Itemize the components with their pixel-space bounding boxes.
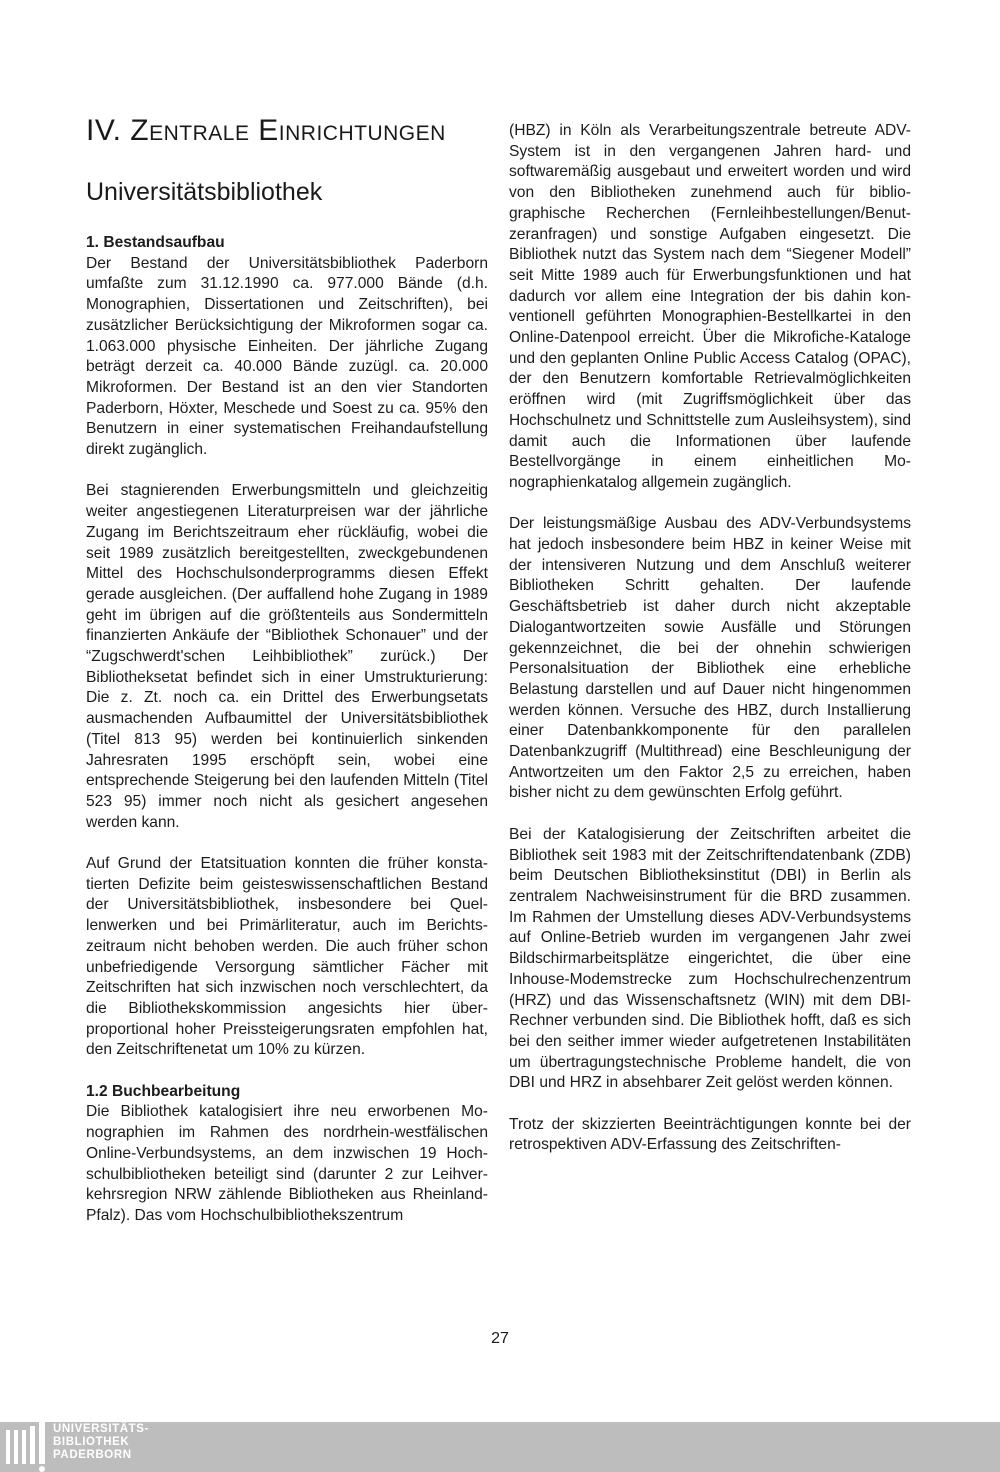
- heading-buchbearbeitung: 1.2 Buchbearbeitung: [86, 1082, 241, 1100]
- logo-line: BIBLIOTHEK: [53, 1436, 130, 1448]
- library-footer-banner: [0, 1422, 1000, 1472]
- paragraph: Auf Grund der Etatsituation konnten die früher konstatierten Defizite beim geisteswissenschaftlichen Bestand der Universitätsbibliothek, insbesondere bei Quellenwerken und bei Primärliteratur, auch im Berichtszeitraum nicht behoben werden. Die auch früher schon unbefriedigende Versorgung sämtlicher Fächer mit Zeitschriften hat sich inzwischen noch verschlechtert, da die Bibliothekskommission angesichts hier überproportional hoher Preissteigerungsraten empfohlen hat, den Zeitschriftenetat um 10% zu kürzen.: [86, 855, 488, 1059]
- section-title: Universitätsbibliothek: [86, 178, 323, 206]
- left-column: [86, 233, 488, 1227]
- heading-bestandsaufbau: 1. Bestandsaufbau: [86, 234, 225, 251]
- paragraph: Bei stagnierenden Erwerbungsmitteln und gleichzeitig weiter angestiegenen Literaturpreisen war der jährliche Zugang im Berichtszeitraum eher rückläufig, wobei die seit 1989 zusätzlich bereitgestellten, zweckgebundenen Mittel des Hochschulsonderprogramms diesen Effekt gerade ausgleichen. (Der auffallend hohe Zugang in 1989 geht im übrigen auf die größtenteils aus Sondermitteln finanzierten Ankäufe der “Bibliothek Schonauer” und der “Zugschwerdt'schen Leihbibliothek” zurück.) Der Bibliotheksetat befindet sich in einer Umstrukturierung: Die z. Zt. noch ca. ein Drittel des Erwerbungsetats ausmachenden Aufbaumittel der Universitätsbibliothek (Titel 813 95) werden bei kontinuierlich sinkenden Jahresraten 1995 erschöpft sein, wobei eine entsprechende Steigerung bei den laufenden Mitteln (Titel 523 95) immer noch nicht als gesichert angesehen werden kann.: [86, 482, 488, 831]
- paragraph: Trotz der skizzierten Beeinträchtigungen konnte bei der retrospektiven ADV-Erfassung des Zeitschriften-: [509, 1115, 911, 1154]
- library-logo-text: [53, 1423, 149, 1462]
- chapter-title: IV. Zentrale Einrichtungen: [86, 114, 446, 147]
- right-column: [509, 121, 911, 1156]
- logo-line: UNIVERSITÄTS-: [53, 1423, 149, 1435]
- paragraph: Der leistungsmäßige Ausbau des ADV-Verbundsystems hat jedoch insbesondere beim HBZ in keiner Weise mit der intensiveren Nutzung und dem Anschluß weiterer Bibliotheken Schritt gehalten. Der laufende Geschäftsbetrieb ist daher durch nicht akzeptable Dialogantwortzeiten sowie Ausfälle und Störungen gekennzeichnet, die bei der ohnehin schwierigen Personalsituation der Bibliothek eine erhebliche Belastung darstellen und auf Dauer nicht hingenommen werden können. Versuche des HBZ, durch Installierung einer Datenbankkomponente für den parallelen Datenbankzugriff (Multithread) eine Beschleunigung der Antwortzeiten um den Faktor 2,5 zu erreichen, haben bisher nicht zu dem gewünschten Erfolg geführt.: [509, 515, 911, 802]
- logo-line: PADERBORN: [53, 1449, 132, 1461]
- library-logo-icon: [6, 1422, 50, 1472]
- paragraph: Der Bestand der Universitätsbibliothek Paderborn umfaßte zum 31.12.1990 ca. 977.000 Bände (d.h. Monographien, Dissertationen und Zeitschriften), bei zusätzlicher Berücksichtigung der Mikroformen sogar ca. 1.063.000 physische Einheiten. Der jährliche Zugang beträgt derzeit ca. 40.000 Bände zuzügl. ca. 20.000 Mikroformen. Der Bestand ist an den vier Standorten Paderborn, Höxter, Meschede und Soest zu ca. 95% den Benutzern in einer systematischen Freihandaufstellung direkt zugänglich.: [86, 254, 488, 459]
- paragraph: Die Bibliothek katalogisiert ihre neu erworbenen Monographien im Rahmen des nordrhein-westfälischen Online-Verbundsystems, an dem inzwischen 19 Hochschulbibliotheken beteiligt sind (darunter 2 zur Leihverkehrsregion NRW zählende Bibliotheken aus Rheinland-Pfalz). Das vom Hochschulbibliothekszentrum: [86, 1103, 488, 1224]
- paragraph: Bei der Katalogisierung der Zeitschriften arbeitet die Bibliothek seit 1983 mit der Zeitschriftendatenbank (ZDB) beim Deutschen Bibliotheksinstitut (DBI) in Berlin als zentralem Nachweisinstrument für die BRD zusammen. Im Rahmen der Umstellung dieses ADV-Verbundsystems auf Online-Betrieb wurden im vergangenen Jahr zwei Bildschirmarbeitsplätze eingerichtet, die über eine Inhouse-Modemstrecke zum Hochschulrechenzentrum (HRZ) und das Wissenschaftsnetz (WIN) mit dem DBI-Rechner verbunden sind. Die Bibliothek hofft, daß es sich bei den seither immer wieder aufgetretenen Instabilitäten um übertragungstechnische Probleme handelt, die von DBI und HRZ in absehbarer Zeit gelöst werden können.: [509, 825, 911, 1092]
- page-number: 27: [491, 1330, 509, 1347]
- paragraph: (HBZ) in Köln als Verarbeitungszentrale betreute ADV-System ist in den vergangenen Jahren hard- und softwaremäßig ausgebaut und erweitert worden und wird von den Bibliotheken zunehmend auch für bibliographische Recherchen (Fernleihbestellungen/Benutzeranfragen) und sonstige Aufgaben eingesetzt. Die Bibliothek nutzt das System nach dem “Siegener Modell” seit Mitte 1989 auch für Erwerbungsfunktionen und hat dadurch vor allem eine Integration der bis dahin konventionell geführten Monographien-Bestellkartei in den Online-Datenpool erreicht. Über die Mikrofiche-Kataloge und den geplanten Online Public Access Catalog (OPAC), der den Benutzern komfortable Retrievalmöglichkeiten eröffnen wird (mit Zugriffsmöglichkeit über das Hochschulnetz und Schnittstelle zum Ausleihsystem), sind damit auch die Informationen über laufende Bestellvorgänge in einem einheitlichen Monographienkatalog allgemein zugänglich.: [509, 122, 911, 491]
